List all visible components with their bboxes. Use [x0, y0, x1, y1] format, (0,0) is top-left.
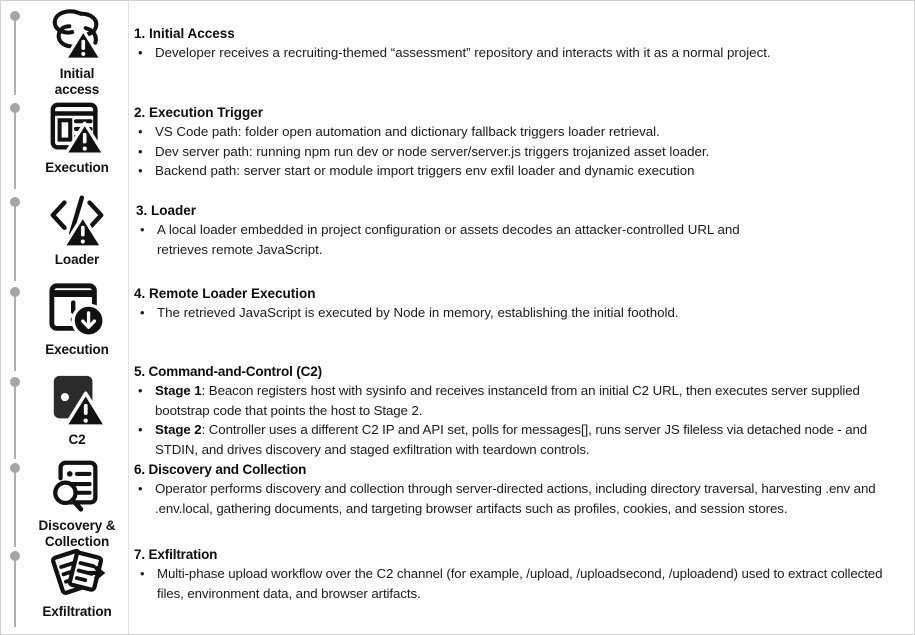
bullet-dot: • — [140, 566, 145, 581]
bullet-dot: • — [140, 222, 145, 237]
section-bullet-list — [130, 220, 790, 259]
section-command-and-control — [130, 363, 910, 459]
section-initial-access — [130, 25, 915, 63]
bullet-text: Operator performs discovery and collection through server-directed actions, including directory traversal, harvesting .env and .env.local, gathering documents, and targeting browser artifacts such as profiles, cookies, and session stores. — [155, 481, 876, 516]
timeline-rail-segment — [14, 383, 16, 459]
bullet-item — [130, 381, 910, 420]
timeline-rail-segment — [14, 557, 16, 627]
section-discovery-collection — [130, 461, 912, 518]
timeline-dot-6 — [10, 463, 20, 473]
bullet-text: Backend path: server start or module import triggers env exfil loader and dynamic execution — [155, 163, 695, 178]
stage-loader — [27, 191, 127, 268]
content-column — [130, 1, 915, 635]
initial-access-icon — [46, 5, 108, 63]
bullet-item — [130, 479, 912, 518]
stage-label: Initial access — [54, 66, 100, 97]
bullet-text: : Controller uses a different C2 IP and API set, polls for messages[], runs server JS fileless via detached node - and STDIN, and drives discovery and staged exfiltration with teardown controls. — [155, 422, 868, 457]
section-bullet-list — [130, 479, 912, 518]
bullet-item — [130, 564, 890, 603]
section-title: 3. Loader — [136, 203, 197, 218]
section-title: 7. Exfiltration — [134, 547, 218, 562]
stage-label: C2 — [68, 432, 86, 447]
bullet-dot: • — [140, 305, 145, 320]
timeline-dot-4 — [10, 287, 20, 297]
stage-initial-access — [27, 5, 127, 98]
timeline-column — [1, 1, 129, 635]
bullet-dot: • — [138, 124, 143, 139]
timeline-dot-1 — [10, 11, 20, 21]
timeline-dot-5 — [10, 377, 20, 387]
stage-command-and-control — [27, 371, 127, 448]
section-exfiltration — [130, 546, 890, 603]
bullet-dot: • — [138, 163, 143, 178]
bullet-item — [130, 303, 710, 323]
bullet-text: A local loader embedded in project configuration or assets decodes an attacker-controlled URL and retrieves remote JavaScript. — [157, 222, 740, 257]
exfiltration-icon — [46, 543, 108, 601]
timeline-rail-segment — [14, 17, 16, 95]
loader-code-icon — [46, 191, 108, 249]
bullet-item — [130, 420, 910, 459]
stage-label: Execution — [45, 342, 109, 357]
stage-label: Execution — [45, 160, 109, 175]
section-execution-trigger — [130, 104, 915, 181]
section-title: 6. Discovery and Collection — [134, 462, 307, 477]
timeline-rail-segment — [14, 469, 16, 547]
bullet-text: Developer receives a recruiting-themed “assessment” repository and interacts with it as a normal project. — [155, 45, 771, 60]
bullet-dot: • — [138, 383, 143, 398]
command-and-control-icon — [46, 371, 108, 429]
section-title: 1. Initial Access — [134, 26, 235, 41]
section-title: 5. Command-and-Control (C2) — [134, 364, 322, 379]
timeline-rail-segment — [14, 109, 16, 189]
bullet-lead: Stage 2 — [155, 422, 202, 437]
remote-execution-download-icon — [46, 281, 108, 339]
stage-execution-trigger — [27, 99, 127, 176]
timeline-rail-segment — [14, 293, 16, 371]
stage-label: Loader — [54, 252, 100, 267]
section-loader — [130, 202, 790, 259]
bullet-item — [130, 220, 790, 259]
bullet-dot: • — [138, 481, 143, 496]
bullet-item — [130, 142, 915, 162]
stage-remote-loader-execution — [27, 281, 127, 358]
timeline-dot-2 — [10, 103, 20, 113]
timeline-dot-3 — [10, 197, 20, 207]
bullet-item — [130, 122, 915, 142]
section-title: 2. Execution Trigger — [134, 105, 264, 120]
section-title: 4. Remote Loader Execution — [134, 286, 316, 301]
stage-exfiltration — [27, 543, 127, 620]
section-remote-loader-execution — [130, 285, 710, 323]
section-bullet-list — [130, 122, 915, 181]
bullet-text: Dev server path: running npm run dev or node server/server.js triggers trojanized asset loader. — [155, 143, 710, 159]
bullet-item — [130, 43, 915, 63]
bullet-text: The retrieved JavaScript is executed by Node in memory, establishing the initial foothold. — [157, 305, 679, 320]
stage-label: Discovery & Collection — [38, 518, 116, 549]
timeline-dot-7 — [10, 551, 20, 561]
bullet-text: Multi-phase upload workflow over the C2 channel (for example, /upload, /uploadsecond, /uploadend) used to extract collected files, environment data, and browser artifacts. — [157, 566, 883, 601]
section-bullet-list — [130, 381, 910, 459]
bullet-dot: • — [138, 45, 143, 60]
section-bullet-list — [130, 564, 890, 603]
bullet-lead: Stage 1 — [155, 383, 202, 398]
timeline-rail-segment — [14, 203, 16, 281]
bullet-dot: • — [138, 422, 143, 437]
stage-discovery-collection — [27, 457, 127, 550]
bullet-text: VS Code path: folder open automation and dictionary fallback triggers loader retrieval. — [155, 124, 660, 139]
execution-trigger-icon — [46, 99, 108, 157]
section-bullet-list — [130, 303, 710, 323]
section-bullet-list — [130, 43, 915, 63]
bullet-dot: • — [138, 143, 143, 159]
bullet-item — [130, 161, 915, 181]
discovery-collection-icon — [46, 457, 108, 515]
bullet-text: : Beacon registers host with sysinfo and receives instanceId from an initial C2 URL, then executes server supplied bootstrap code that points the host to Stage 2. — [155, 383, 860, 418]
stage-label: Exfiltration — [42, 604, 112, 619]
